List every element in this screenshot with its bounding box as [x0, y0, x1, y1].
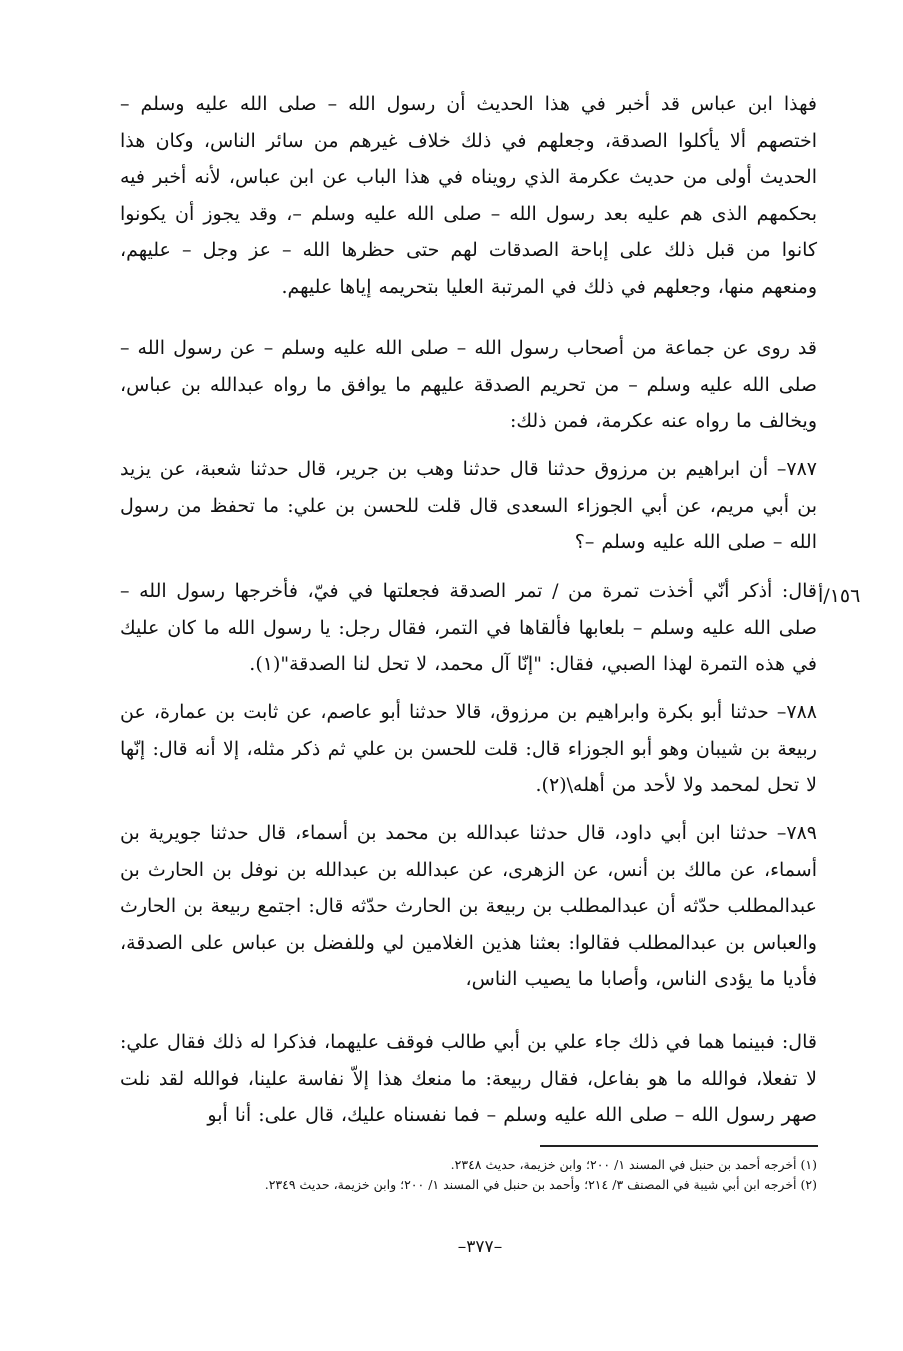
- footnote-2: (٢) أخرجه ابن أبي شيبة في المصنف ٣/ ٢١٤؛ وأحمد بن حنبل في المسند ١/ ٢٠٠؛ وابن خزيمة، حديث ٢٣٤٩.: [264, 1177, 817, 1192]
- paragraph-text: قال: أذكر أنّي أخذت تمرة من / تمر الصدقة فجعلتها في فيّ، فأخرجها رسول الله – صلى الله عليه وسلم – بلعابها فألقاها في التمر، فقال رجل: يا رسول الله ما كان عليك في هذه التمرة لهذا الصبي، فقال: "إنّا آل محمد، لا تحل لنا الصدقة"(١).: [120, 580, 817, 675]
- folio-margin-note: ١٥٦/أ: [818, 585, 861, 607]
- footnotes: [120, 1155, 817, 1195]
- hadith-787-continuation: [120, 573, 817, 683]
- hadith-789: [120, 815, 817, 998]
- footnote-1: (١) أخرجه أحمد بن حنبل في المسند ١/ ٢٠٠؛ وابن خزيمة، حديث ٢٣٤٨.: [450, 1157, 817, 1172]
- paragraph-text: فهذا ابن عباس قد أخبر في هذا الحديث أن رسول الله – صلى الله عليه وسلم – اختصهم ألا يأكلوا الصدقة، وجعلهم في ذلك خلاف غيرهم من سائر الناس، وكان هذا الحديث أولى من حديث عكرمة الذي رويناه في هذا الباب عن ابن عباس، لأنه أخبر فيه بحكمهم الذى هم عليه بعد رسول الله – صلى الله عليه وسلم –، وقد يجوز أن يكونوا كانوا من قبل ذلك على إباحة الصدقات لهم حتى حظرها الله – عز وجل – عليهم، ومنعهم منها، وجعلهم في ذلك في المرتبة العليا بتحريمه إياها عليهم.: [120, 93, 817, 298]
- paragraph-text: قال: فبينما هما في ذلك جاء علي بن أبي طالب فوقف عليهما، فذكرا له ذلك فقال علي: لا تفعلا، فوالله ما هو بفاعل، فقال ربيعة: ما منعك هذا إلاّ نفاسة علينا، فوالله لقد نلت صهر رسول الله – صلى الله عليه وسلم – فما نفسناه عليك، قال على: أنا أبو: [120, 1031, 817, 1126]
- hadith-788: [120, 694, 817, 804]
- paragraph-text: ٧٨٩– حدثنا ابن أبي داود، قال حدثنا عبدالله بن محمد بن أسماء، قال حدثنا جويرية بن أسماء، عن مالك بن أنس، عن الزهرى، عن عبدالله بن عبدالله بن نوفل بن الحارث بن عبدالمطلب حدّثه أن عبدالمطلب بن ربيعة بن الحارث حدّثه قال: اجتمع ربيعة بن الحارث والعباس بن عبدالمطلب فقالوا: بعثنا هذين الغلامين لي وللفضل بن عباس على الصدقة، فأديا ما يؤدى الناس، وأصابا ما يصيب الناس،: [120, 822, 817, 990]
- footnote-divider: [540, 1145, 818, 1147]
- hadith-789-continuation: [120, 1024, 817, 1134]
- hadith-787: [120, 451, 817, 561]
- paragraph-ibn-abbas-commentary: [120, 86, 817, 305]
- page-number: –٣٧٧–: [457, 1237, 503, 1257]
- paragraph-text: ٧٨٧– أن ابراهيم بن مرزوق حدثنا قال حدثنا وهب بن جرير، قال حدثنا شعبة، عن يزيد بن أبي مريم، عن أبي الجوزاء السعدى قال قلت للحسن بن علي: ما تحفظ من رسول الله – صلى الله عليه وسلم –؟: [120, 458, 817, 553]
- paragraph-introduction: [120, 330, 817, 440]
- paragraph-text: ٧٨٨– حدثنا أبو بكرة وابراهيم بن مرزوق، قالا حدثنا أبو عاصم، عن ثابت بن عمارة، عن ربيعة بن شيبان وهو أبو الجوزاء قال: قلت للحسن بن علي ثم ذكر مثله، إلا أنه قال: إنّها لا تحل لمحمد ولا لأحد من أهله\(٢).: [120, 701, 817, 796]
- paragraph-text: قد روى عن جماعة من أصحاب رسول الله – صلى الله عليه وسلم – عن رسول الله – صلى الله عليه وسلم – من تحريم الصدقة عليهم ما يوافق ما رواه عبدالله بن عباس، ويخالف ما رواه عنه عكرمة، فمن ذلك:: [120, 337, 817, 432]
